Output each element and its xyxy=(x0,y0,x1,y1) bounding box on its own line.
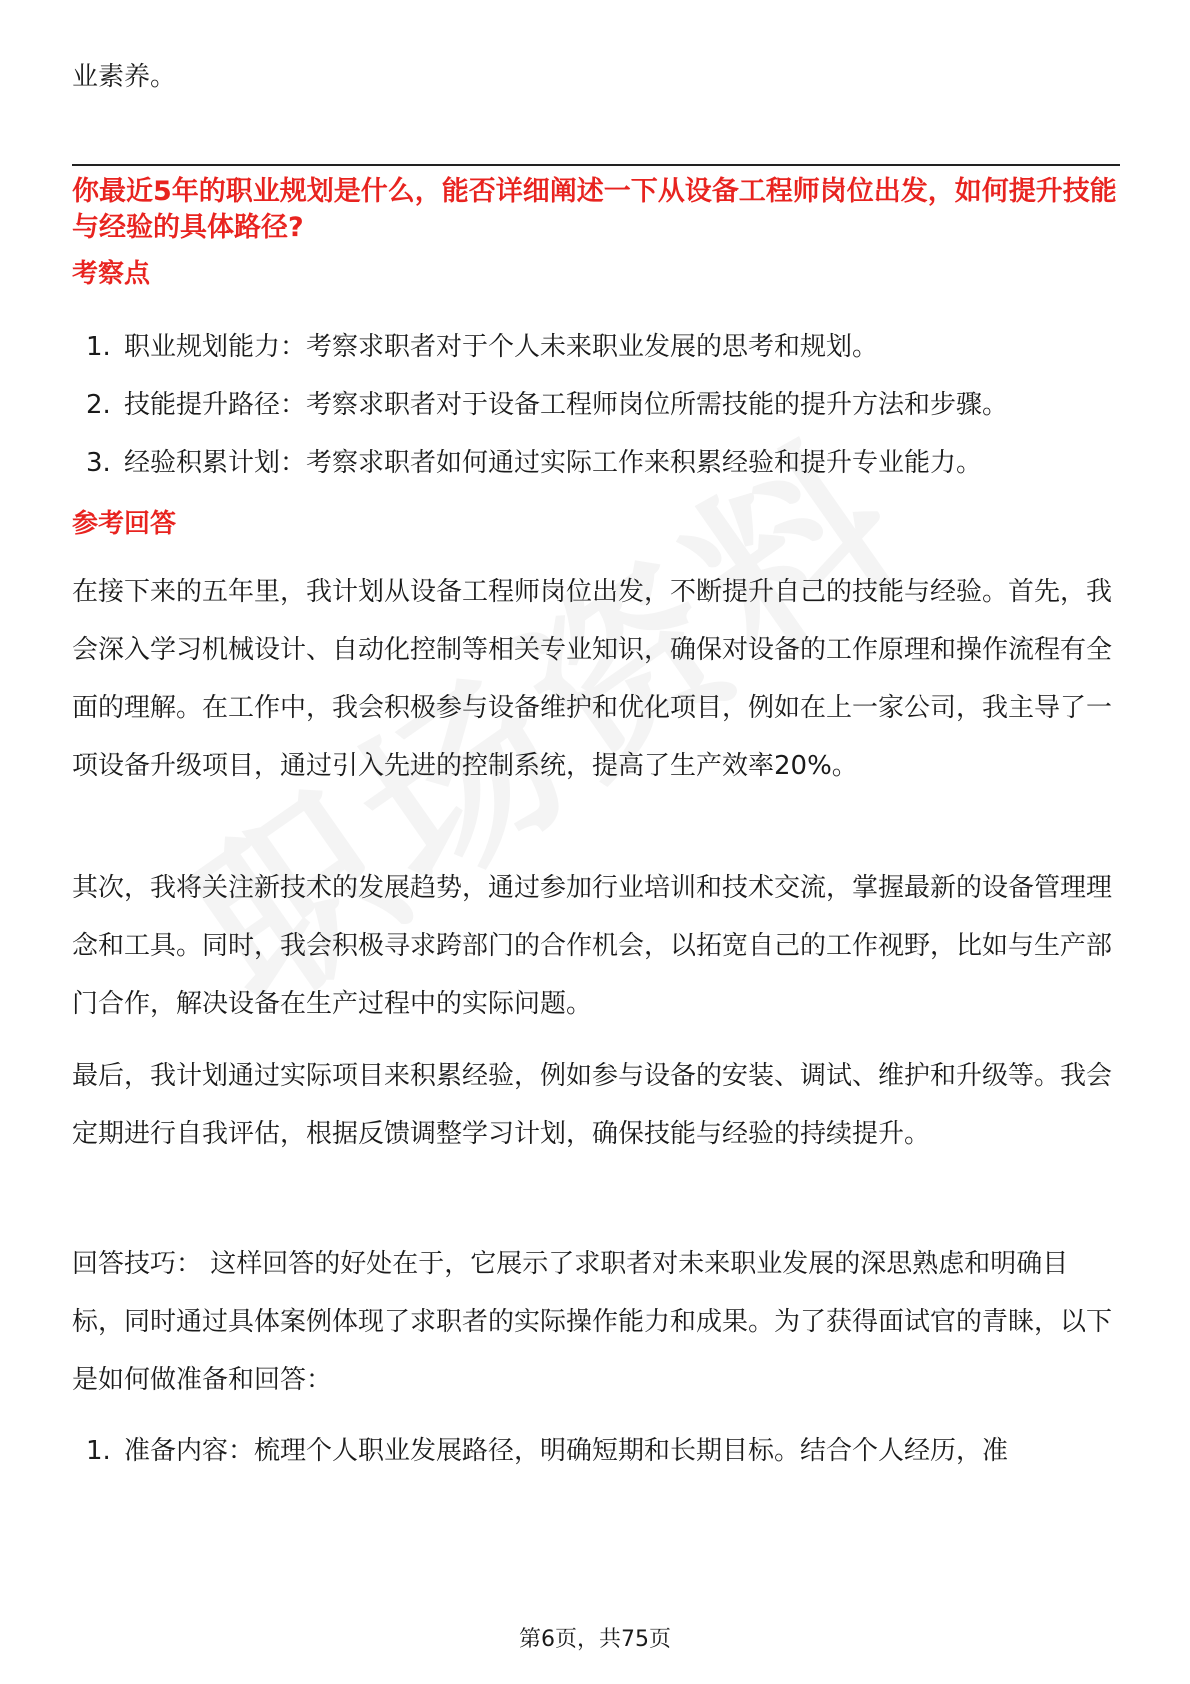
page-footer: 第6页，共75页 xyxy=(519,1627,671,1652)
examine-point xyxy=(72,434,1120,492)
question-heading: 你最近5年的职业规划是什么，能否详细阐述一下从设备工程师岗位出发，如何提升技能与经验的具体路径? xyxy=(72,176,1117,243)
examine-point xyxy=(72,376,1120,434)
list-text: 技能提升路径：考察求职者对于设备工程师岗位所需技能的提升方法和步骤。 xyxy=(124,390,1009,420)
carryover-text: 业素养。 xyxy=(72,62,177,92)
list-number: 3. xyxy=(86,448,111,478)
list-number: 1. xyxy=(86,332,111,362)
examine-label: 考察点 xyxy=(72,259,151,289)
answer-paragraph: 在接下来的五年里，我计划从设备工程师岗位出发，不断提升自己的技能与经验。首先，我会深入学习机械设计、自动化控制等相关专业知识，确保对设备的工作原理和操作流程有全面的理解。在工作中，我会积极参与设备维护和优化项目，例如在上一家公司，我主导了一项设备升级项目，通过引入先进的控制系统，提高了生产效率20%。 xyxy=(72,577,1113,781)
answer-label: 参考回答 xyxy=(72,509,177,539)
prep-items-list xyxy=(72,1422,1120,1480)
answer-paragraph: 其次，我将关注新技术的发展趋势，通过参加行业培训和技术交流，掌握最新的设备管理理念和工具。同时，我会积极寻求跨部门的合作机会，以拓宽自己的工作视野，比如与生产部门合作，解决设备在生产过程中的实际问题。 xyxy=(72,873,1113,1019)
list-text: 经验积累计划：考察求职者如何通过实际工作来积累经验和提升专业能力。 xyxy=(124,448,983,478)
list-text: 职业规划能力：考察求职者对于个人未来职业发展的思考和规划。 xyxy=(124,332,879,362)
prep-item xyxy=(72,1422,1120,1480)
list-text: 准备内容：梳理个人职业发展路径，明确短期和长期目标。结合个人经历，准 xyxy=(124,1436,1009,1466)
document-page xyxy=(72,0,1120,1684)
examine-points-list xyxy=(72,318,1120,492)
answer-tips-paragraph: 回答技巧： 这样回答的好处在于，它展示了求职者对未来职业发展的深思熟虑和明确目标，同时通过具体案例体现了求职者的实际操作能力和成果。为了获得面试官的青睐，以下是如何做准备和回答： xyxy=(72,1249,1113,1395)
list-number: 1. xyxy=(86,1436,111,1466)
section-divider xyxy=(72,164,1120,166)
list-number: 2. xyxy=(86,390,111,420)
examine-point xyxy=(72,318,1120,376)
answer-paragraph: 最后，我计划通过实际项目来积累经验，例如参与设备的安装、调试、维护和升级等。我会定期进行自我评估，根据反馈调整学习计划，确保技能与经验的持续提升。 xyxy=(72,1061,1113,1149)
